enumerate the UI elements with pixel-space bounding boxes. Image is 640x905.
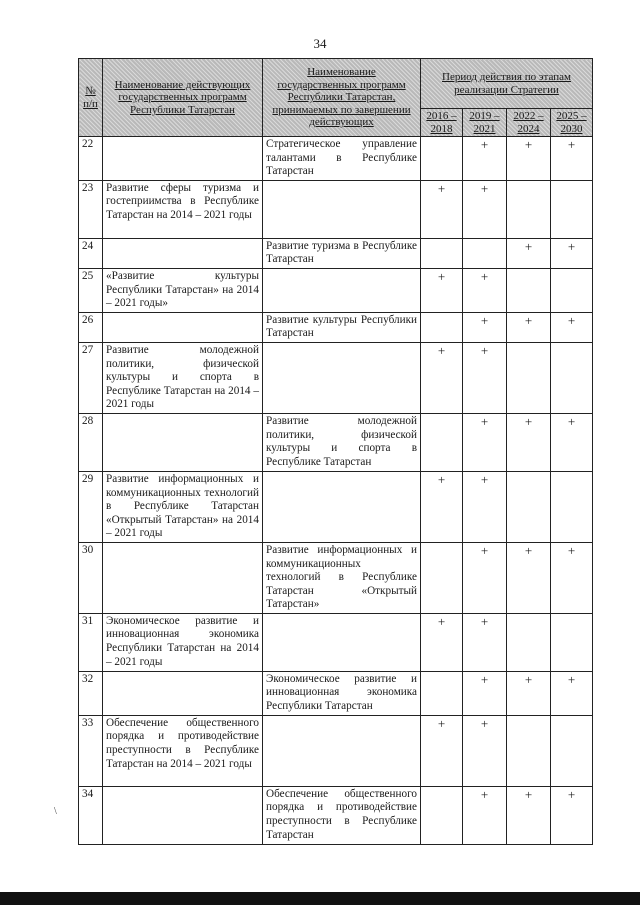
row-number: 23 <box>79 180 103 238</box>
row-number: 24 <box>79 238 103 268</box>
table-row <box>79 671 593 715</box>
header-current-programs: Наименование действующих государственных программ Республики Татарстан <box>103 59 263 137</box>
stage-mark-cell <box>421 238 463 268</box>
stage-mark-cell: + <box>551 671 593 715</box>
new-program-cell <box>263 471 421 542</box>
new-program-cell <box>263 180 421 238</box>
header-num: № п/п <box>79 59 103 137</box>
stage-mark-cell: + <box>421 342 463 413</box>
new-program-cell: Обеспечение общественного порядка и противодействие преступности в Республике Татарстан <box>263 786 421 844</box>
row-number: 32 <box>79 671 103 715</box>
row-number: 25 <box>79 268 103 312</box>
programs-table <box>78 58 593 845</box>
table-row <box>79 268 593 312</box>
stage-mark-cell: + <box>421 715 463 786</box>
current-program-cell <box>103 671 263 715</box>
header-period: Период действия по этапам реализации Стратегии <box>421 59 593 109</box>
current-program-cell: «Развитие культуры Республики Татарстан» на 2014 – 2021 годы» <box>103 268 263 312</box>
current-program-cell <box>103 542 263 613</box>
stage-mark-cell: + <box>463 342 507 413</box>
stage-mark-cell <box>507 471 551 542</box>
scan-border <box>0 892 640 905</box>
current-program-cell <box>103 786 263 844</box>
stage-mark-cell: + <box>551 786 593 844</box>
stage-mark-cell: + <box>551 137 593 181</box>
table-row <box>79 542 593 613</box>
new-program-cell <box>263 715 421 786</box>
stage-mark-cell: + <box>421 613 463 671</box>
row-number: 28 <box>79 413 103 471</box>
current-program-cell <box>103 312 263 342</box>
stage-mark-cell <box>507 268 551 312</box>
stage-mark-cell <box>551 342 593 413</box>
stage-mark-cell <box>421 542 463 613</box>
stage-mark-cell <box>507 342 551 413</box>
stage-mark-cell <box>421 137 463 181</box>
table-row <box>79 342 593 413</box>
row-number: 31 <box>79 613 103 671</box>
new-program-cell: Развитие информационных и коммуникационных технологий в Республике Татарстан «Открытый Татарстан» <box>263 542 421 613</box>
stage-mark-cell: + <box>463 613 507 671</box>
stage-mark-cell: + <box>421 268 463 312</box>
table-row <box>79 471 593 542</box>
stage-mark-cell: + <box>507 137 551 181</box>
new-program-cell: Развитие культуры Республики Татарстан <box>263 312 421 342</box>
stage-mark-cell: + <box>551 238 593 268</box>
stage-mark-cell: + <box>551 312 593 342</box>
new-program-cell: Экономическое развитие и инновационная экономика Республики Татарстан <box>263 671 421 715</box>
stage-mark-cell <box>463 238 507 268</box>
current-program-cell <box>103 137 263 181</box>
stage-mark-cell: + <box>463 137 507 181</box>
stage-mark-cell: + <box>507 238 551 268</box>
table-row <box>79 312 593 342</box>
header-new-programs: Наименование государственных программ Республики Татарстан, принимаемых по завершении действующих <box>263 59 421 137</box>
new-program-cell: Стратегическое управление талантами в Республике Татарстан <box>263 137 421 181</box>
current-program-cell: Развитие молодежной политики, физической культуры и спорта в Республике Татарстан на 2014 – 2021 годы <box>103 342 263 413</box>
stage-mark-cell <box>551 268 593 312</box>
current-program-cell: Развитие сферы туризма и гостеприимства в Республике Татарстан на 2014 – 2021 годы <box>103 180 263 238</box>
table-row <box>79 137 593 181</box>
stage-mark-cell: + <box>421 471 463 542</box>
row-number: 22 <box>79 137 103 181</box>
stage-mark-cell: + <box>463 671 507 715</box>
stage-mark-cell: + <box>463 312 507 342</box>
header-stage-4: 2025 – 2030 <box>551 109 593 137</box>
table-row <box>79 613 593 671</box>
table-row <box>79 238 593 268</box>
current-program-cell: Обеспечение общественного порядка и противодействие преступности в Республике Татарстан на 2014 – 2021 годы <box>103 715 263 786</box>
stage-mark-cell: + <box>463 542 507 613</box>
stage-mark-cell: + <box>507 312 551 342</box>
new-program-cell <box>263 613 421 671</box>
stage-mark-cell <box>551 613 593 671</box>
stage-mark-cell: + <box>463 786 507 844</box>
header-stage-1: 2016 – 2018 <box>421 109 463 137</box>
page-number: 34 <box>313 36 327 51</box>
stage-mark-cell <box>421 312 463 342</box>
stage-mark-cell: + <box>507 671 551 715</box>
stage-mark-cell: + <box>463 180 507 238</box>
stage-mark-cell: + <box>463 268 507 312</box>
row-number: 30 <box>79 542 103 613</box>
stage-mark-cell: + <box>551 413 593 471</box>
table-row <box>79 786 593 844</box>
row-number: 33 <box>79 715 103 786</box>
new-program-cell: Развитие туризма в Республике Татарстан <box>263 238 421 268</box>
header-stage-2: 2019 – 2021 <box>463 109 507 137</box>
stage-mark-cell: + <box>463 471 507 542</box>
current-program-cell <box>103 238 263 268</box>
stage-mark-cell <box>507 180 551 238</box>
current-program-cell: Экономическое развитие и инновационная экономика Республики Татарстан на 2014 – 2021 годы <box>103 613 263 671</box>
table-row <box>79 413 593 471</box>
stage-mark-cell <box>421 671 463 715</box>
stage-mark-cell: + <box>421 180 463 238</box>
table-body <box>79 137 593 845</box>
row-number: 34 <box>79 786 103 844</box>
stage-mark-cell <box>507 715 551 786</box>
stage-mark-cell <box>551 715 593 786</box>
stage-mark-cell: + <box>507 786 551 844</box>
stage-mark-cell: + <box>463 715 507 786</box>
row-number: 27 <box>79 342 103 413</box>
current-program-cell <box>103 413 263 471</box>
current-program-cell: Развитие информационных и коммуникационных технологий в Республике Татарстан «Открытый Татарстан» на 2014 – 2021 годы <box>103 471 263 542</box>
stage-mark-cell <box>551 471 593 542</box>
new-program-cell: Развитие молодежной политики, физической культуры и спорта в Республике Татарстан <box>263 413 421 471</box>
stage-mark-cell <box>421 786 463 844</box>
stage-mark-cell: + <box>507 542 551 613</box>
table-header <box>79 59 593 137</box>
stage-mark-cell: + <box>463 413 507 471</box>
stage-mark-cell: + <box>551 542 593 613</box>
table-row <box>79 715 593 786</box>
row-number: 26 <box>79 312 103 342</box>
table-row <box>79 180 593 238</box>
stage-mark-cell <box>421 413 463 471</box>
row-number: 29 <box>79 471 103 542</box>
new-program-cell <box>263 342 421 413</box>
scan-mark: \ <box>54 806 57 817</box>
stage-mark-cell <box>507 613 551 671</box>
stage-mark-cell: + <box>507 413 551 471</box>
new-program-cell <box>263 268 421 312</box>
header-stage-3: 2022 – 2024 <box>507 109 551 137</box>
stage-mark-cell <box>551 180 593 238</box>
